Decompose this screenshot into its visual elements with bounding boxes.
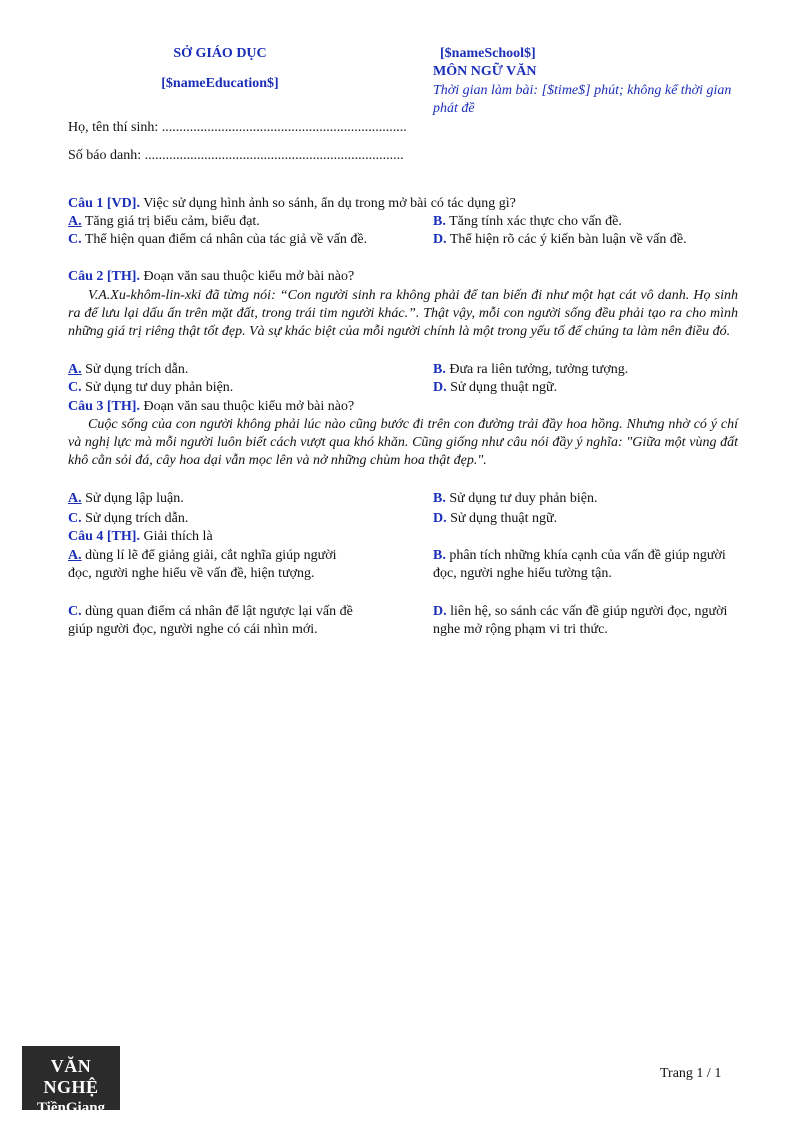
q3-passage: Cuộc sống của con người không phải lúc nào cũng bước đi trên con đường trải đầy hoa hồng. Nhưng nhờ có ý chí và nghị lực mà mỗi người luôn biết cách vượt qua khó khăn. Cũng giống như câu nói đầy ý nghĩa: "Giữa một vùng đất khô cằn sỏi đá, cây hoa dại vẫn mọc lên và nở những chùm hoa thật đẹp.". [68, 417, 738, 468]
question-text: Đoạn văn sau thuộc kiểu mở bài nào? [139, 399, 355, 414]
option-text: Tăng giá trị biểu cảm, biểu đạt. [81, 214, 260, 229]
page-number: Trang 1 / 1 [660, 1066, 722, 1081]
option-letter: D. [433, 380, 447, 395]
option-letter: D. [433, 604, 447, 619]
q2-option-c [68, 379, 368, 397]
question-label: Câu 2 [TH]. [68, 269, 140, 284]
option-letter: C. [68, 232, 82, 247]
question-text: Việc sử dụng hình ảnh so sánh, ẩn dụ trong mở bài có tác dụng gì? [139, 196, 516, 211]
q1-option-b [433, 213, 738, 231]
option-letter: B. [433, 362, 446, 377]
q3-option-a [68, 490, 368, 508]
option-text: Sử dụng thuật ngữ. [446, 511, 558, 526]
option-text: Sử dụng trích dẫn. [81, 362, 189, 377]
question-4 [68, 528, 738, 546]
question-2 [68, 268, 738, 286]
q3-option-b [433, 490, 738, 508]
q3-option-d [433, 510, 738, 528]
option-text: Thể hiện rõ các ý kiến bàn luận về vấn đề. [446, 232, 687, 247]
option-text: Đưa ra liên tưởng, tưởng tượng. [445, 362, 629, 377]
question-1 [68, 195, 738, 213]
option-letter: A. [68, 491, 82, 506]
department-title: SỞ GIÁO DỤC [173, 46, 267, 61]
q1-option-c [68, 231, 368, 249]
question-label: Câu 4 [TH]. [68, 529, 140, 544]
option-letter: B. [433, 548, 446, 563]
question-text: Đoạn văn sau thuộc kiểu mở bài nào? [139, 269, 355, 284]
option-text: Sử dụng trích dẫn. [81, 511, 189, 526]
time-note: Thời gian làm bài: [$time$] phút; không kể thời gian phát đề [433, 83, 732, 116]
subject-title: MÔN NGỮ VĂN [433, 64, 537, 79]
q1-option-d [433, 231, 738, 249]
option-text: liên hệ, so sánh các vấn đề giúp người đọc, người nghe mở rộng phạm vi tri thức. [433, 604, 728, 637]
option-text: phân tích những khía cạnh của vấn đề giúp người đọc, người nghe hiểu tường tận. [433, 548, 726, 581]
option-letter: A. [68, 362, 82, 377]
option-text: Sử dụng tư duy phản biện. [445, 491, 598, 506]
option-letter: A. [68, 548, 82, 563]
q2-option-b [433, 361, 738, 379]
question-text: Giải thích là [139, 529, 213, 544]
option-letter: D. [433, 511, 447, 526]
logo-line-2: TiềnGiang [36, 1100, 106, 1116]
option-text: Thể hiện quan điểm cá nhân của tác giả về vấn đề. [81, 232, 368, 247]
candidate-id-line: Số báo danh: .......................................................................... [68, 148, 404, 163]
q4-option-c [68, 603, 358, 639]
logo [22, 1046, 120, 1116]
question-label: Câu 3 [TH]. [68, 399, 140, 414]
option-letter: B. [433, 491, 446, 506]
question-3 [68, 398, 738, 416]
option-letter: C. [68, 380, 82, 395]
q4-option-b [433, 547, 738, 583]
option-letter: D. [433, 232, 447, 247]
q4-option-a [68, 547, 358, 583]
option-text: dùng lí lẽ để giảng giải, cắt nghĩa giúp người đọc, người nghe hiểu về vấn đề, hiện tượng. [68, 548, 337, 581]
question-label: Câu 1 [VD]. [68, 196, 140, 211]
candidate-name-line: Họ, tên thí sinh: ...................................................................... [68, 120, 407, 135]
option-text: dùng quan điểm cá nhân để lật ngược lại vấn đề giúp người đọc, người nghe có cái nhìn mới. [68, 604, 353, 637]
option-letter: A. [68, 214, 82, 229]
option-letter: C. [68, 511, 82, 526]
option-letter: C. [68, 604, 82, 619]
option-text: Tăng tính xác thực cho vấn đề. [445, 214, 622, 229]
q2-option-a [68, 361, 368, 379]
q1-option-a [68, 213, 368, 231]
option-text: Sử dụng lập luận. [81, 491, 184, 506]
q2-option-d [433, 379, 738, 397]
q3-option-c [68, 510, 368, 528]
logo-line-1: VĂN NGHỆ [43, 1056, 99, 1097]
education-name: [$nameEducation$] [161, 76, 279, 91]
option-text: Sử dụng tư duy phản biện. [81, 380, 234, 395]
q2-passage: V.A.Xu-khôm-lin-xki đã từng nói: “Con người sinh ra không phải để tan biến đi như một hạt cát vô danh. Họ sinh ra để lưu lại dấu ấn trên mặt đất, trong trái tim người khác.”. Thật vậy, mỗi con người sống đều phải tạo ra cho mình những giá trị riêng thật tốt đẹp. Và sự khác biệt của mỗi người chính là một trong yếu tố để chúng ta làm nên điều đó. [68, 288, 738, 339]
q4-option-d [433, 603, 738, 639]
option-letter: B. [433, 214, 446, 229]
school-name: [$nameSchool$] [440, 46, 536, 61]
option-text: Sử dụng thuật ngữ. [446, 380, 558, 395]
